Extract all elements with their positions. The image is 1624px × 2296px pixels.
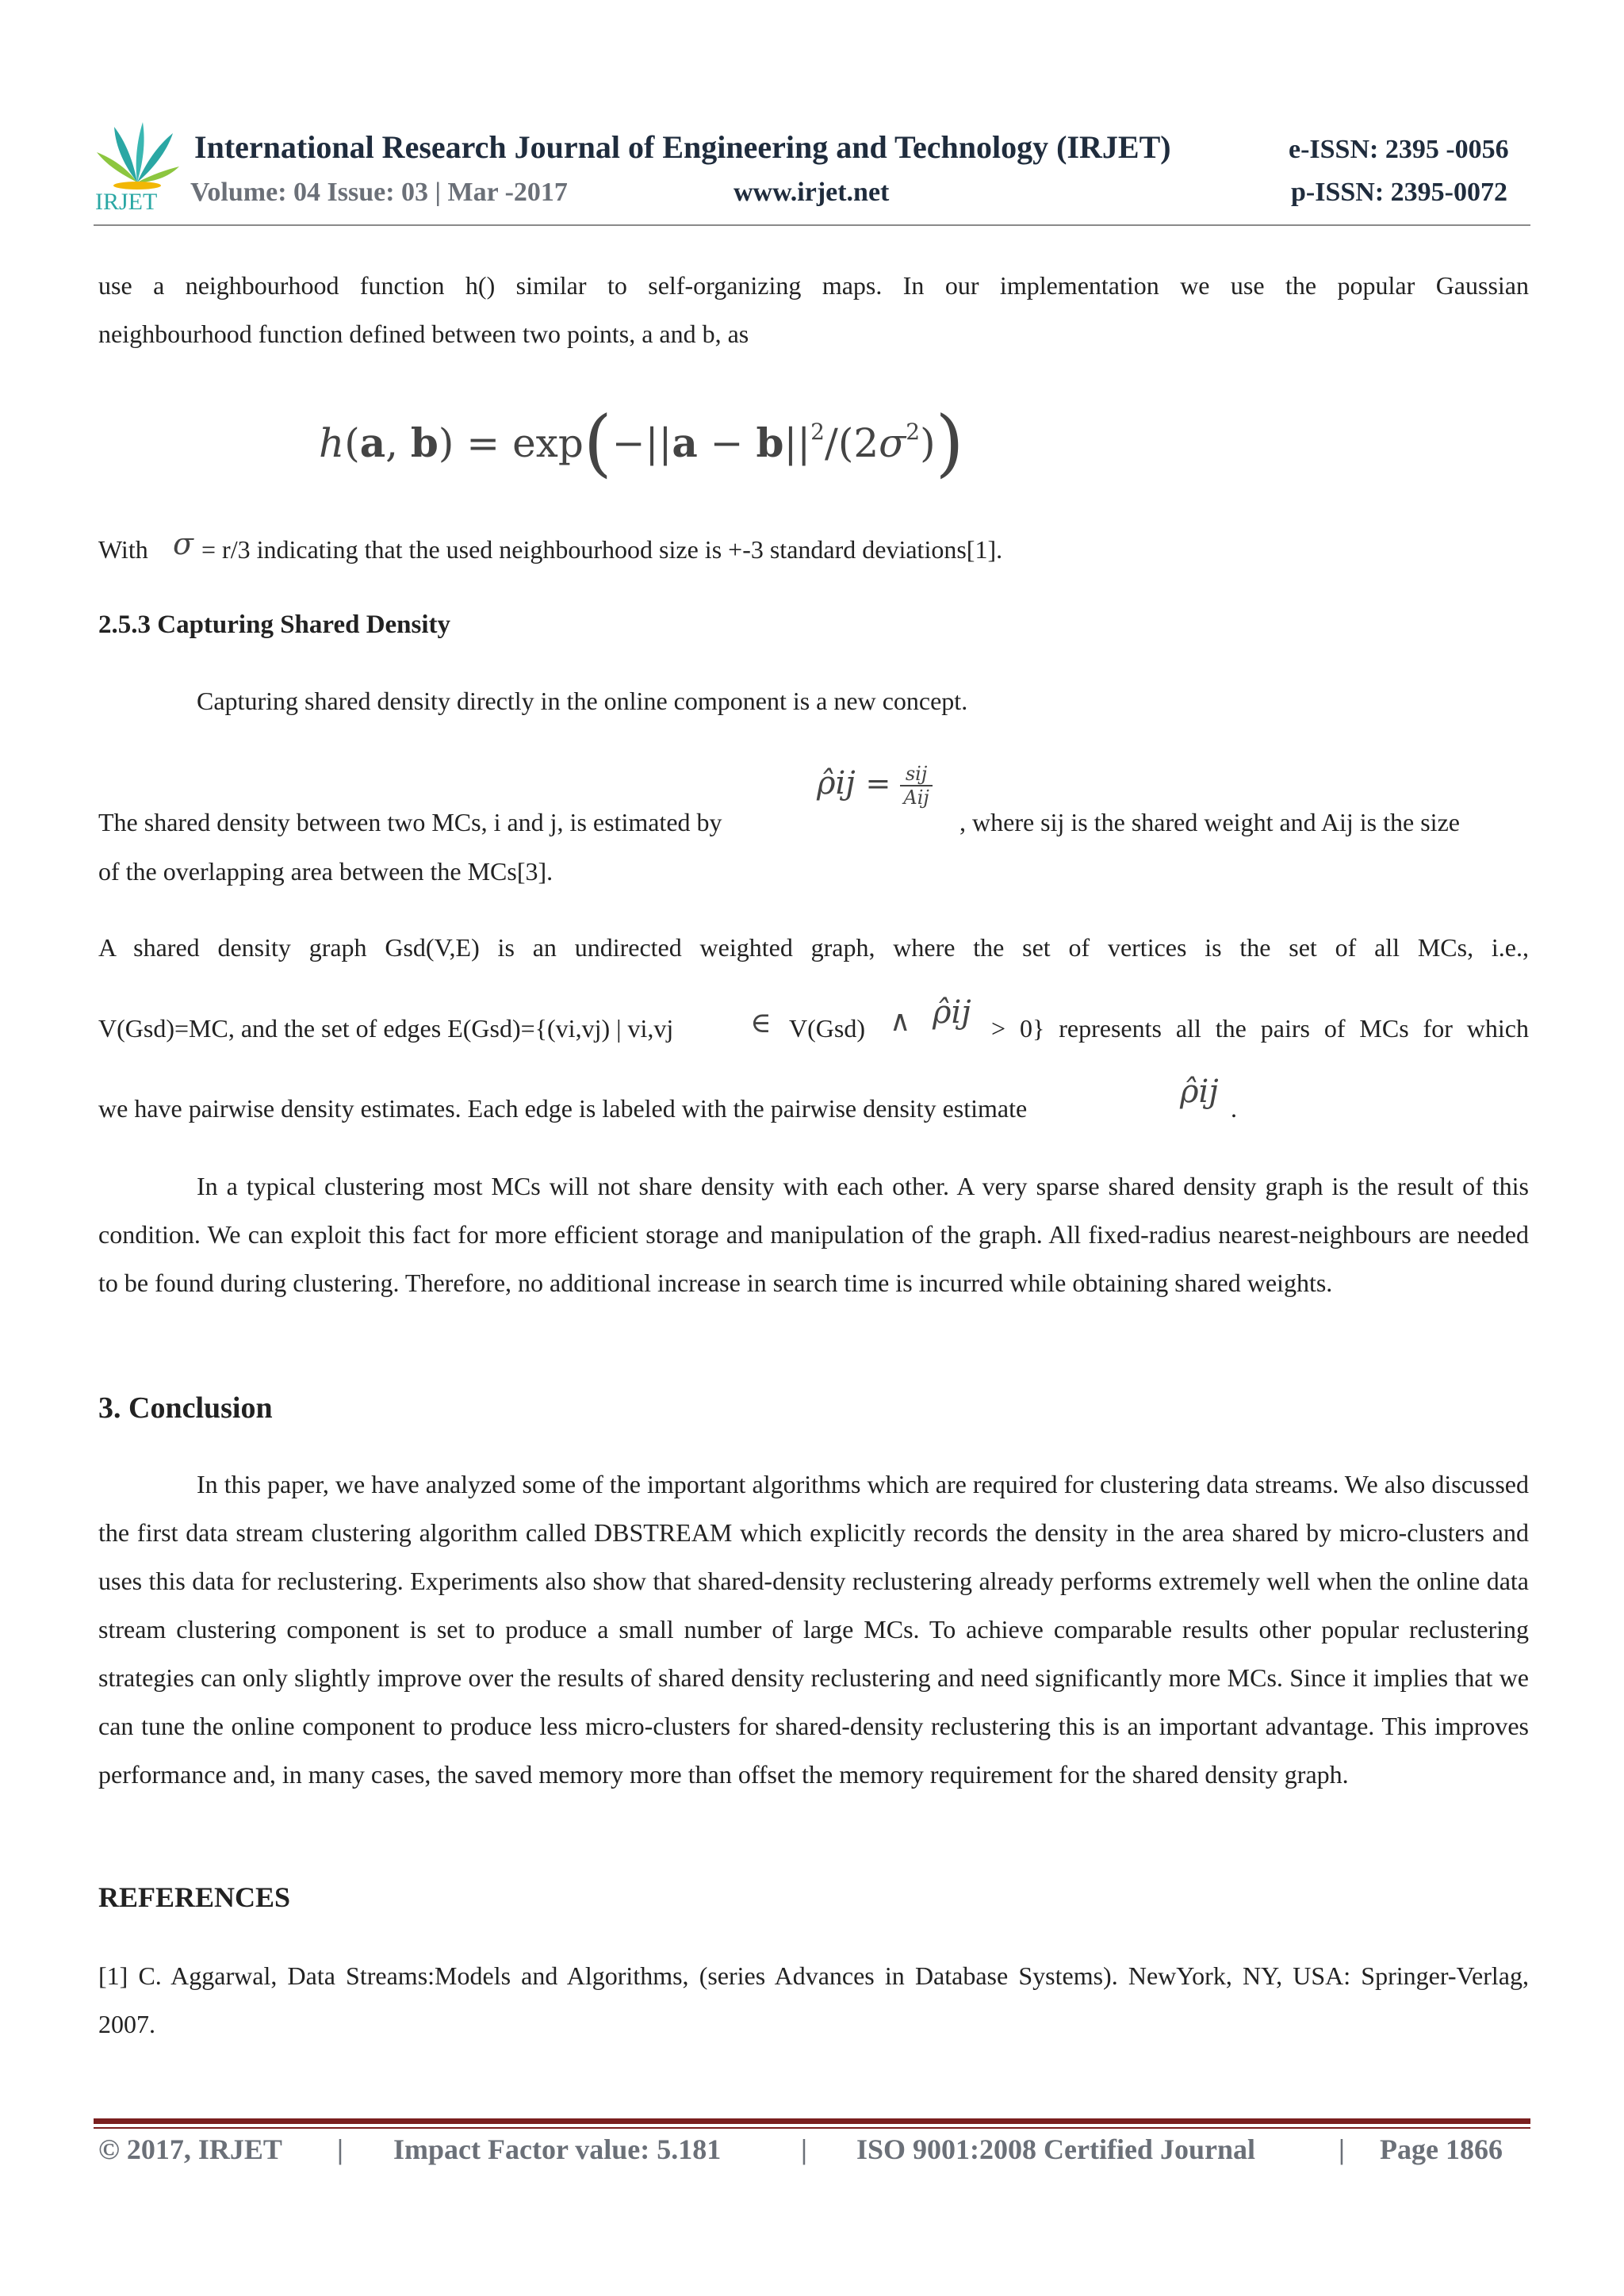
gaussian-equation: h(a, $b) = \exp(-||a - b||^2/(2\sigma^2))$ <box>319 400 964 485</box>
with-sentence: = r/3 indicating that the used neighbourhood size is +-3 standard deviations[1]. <box>201 535 1003 564</box>
footer-separator: | <box>337 2133 343 2165</box>
rho-hat-ij: ρ̂ij <box>933 994 971 1031</box>
references-heading: REFERENCES <box>98 1881 291 1913</box>
fraction <box>900 763 932 809</box>
logical-and-symbol: ∧ <box>890 1005 911 1038</box>
journal-title: International Research Journal of Engineering and Technology (IRJET) <box>194 129 1171 165</box>
journal-website-link[interactable]: www.irjet.net <box>733 178 890 207</box>
footer-divider-thin <box>94 2127 1530 2129</box>
section-heading-2-5-3: 2.5.3 Capturing Shared Density <box>98 610 451 639</box>
with-label: With <box>98 535 148 564</box>
footer-separator: | <box>1339 2133 1345 2165</box>
conclusion-paragraph: In this paper, we have analyzed some of the important algorithms which are required for clustering data streams. We also discussed the first data stream clustering algorithm called DBSTREAM which explicitly records the density in the area shared by micro-clusters and uses this data for reclustering. Experiments also show that shared-density reclustering already performs extremely well when the online data stream clustering component is set to produce a small number of large MCs. To achieve comparable results other popular reclustering strategies can only slightly improve over the results of shared density reclustering and need significantly more MCs. Since it implies that we can tune the online component to produce less micro-clusters for shared-density reclustering this is an important advantage. This improves performance and, in many cases, the saved memory more than offset the memory requirement for the shared density graph. <box>98 1470 1529 1789</box>
e-issn: e-ISSN: 2395 -0056 <box>1289 135 1509 164</box>
paragraph-line: use a neighbourhood function h() similar to self-organizing maps. In our implementation we use the popular Gaussian <box>98 271 1529 300</box>
paragraph-line: A shared density graph Gsd(V,E) is an undirected weighted graph, where the set of vertices is the set of all MCs, i.e., <box>98 933 1529 962</box>
irjet-logo-icon <box>94 117 181 212</box>
rho-hat-ij: ρ̂ij <box>1180 1073 1219 1110</box>
logo-text: IRJET <box>95 189 158 212</box>
paragraph-line: V(Gsd)=MC, and the set of edges E(Gsd)={(vi,vj) | vi,vj <box>98 1014 674 1043</box>
section-heading-conclusion: 3. Conclusion <box>98 1391 273 1425</box>
element-of-symbol: ∈ <box>750 1007 772 1039</box>
footer-impact-factor: Impact Factor value: 5.181 <box>393 2133 722 2165</box>
paragraph-line: of the overlapping area between the MCs[3]. <box>98 857 553 886</box>
paragraph-line: , where sij is the shared weight and Aij is the size <box>959 808 1460 836</box>
footer-page-number: Page 1866 <box>1380 2133 1503 2165</box>
typical-clustering-paragraph: In a typical clustering most MCs will not share density with each other. A very sparse shared density graph is the result of this condition. We can exploit this fact for more efficient storage and manipulation of the graph. All fixed-radius nearest-neighbours are needed to be found during clustering. Therefore, no additional increase in search time is incurred while obtaining shared weights. <box>98 1172 1529 1297</box>
fraction-numerator: sij <box>900 763 932 786</box>
paragraph-line: neighbourhood function defined between two points, a and b, as <box>98 320 749 348</box>
reference-item: [1] C. Aggarwal, Data Streams:Models and Algorithms, (series Advances in Database Systems). NewYork, NY, USA: Springer-Verlag, 2007. <box>98 1961 1529 2038</box>
period: . <box>1231 1094 1237 1123</box>
paragraph-line: > 0} represents all the pairs of MCs for which <box>991 1014 1529 1043</box>
footer-copyright: © 2017, IRJET <box>98 2133 282 2165</box>
header-divider <box>94 224 1530 226</box>
p-issn: p-ISSN: 2395-0072 <box>1291 178 1507 207</box>
fraction-denominator: Aij <box>903 786 929 809</box>
footer-separator: | <box>801 2133 807 2165</box>
volume-issue: Volume: 04 Issue: 03 | Mar -2017 <box>190 178 568 207</box>
paragraph-line: The shared density between two MCs, i and j, is estimated by <box>98 808 722 836</box>
paragraph-line: Capturing shared density directly in the online component is a new concept. <box>197 687 968 715</box>
paragraph-line: V(Gsd) <box>789 1014 865 1043</box>
shared-density-formula: ρ̂ij = $\frac{\text{sij}}{\text{Aij}}$ <box>817 763 933 809</box>
sigma-symbol: σ <box>173 526 193 561</box>
footer-iso: ISO 9001:2008 Certified Journal <box>856 2133 1255 2165</box>
paragraph-line: we have pairwise density estimates. Each edge is labeled with the pairwise density estimate <box>98 1094 1028 1123</box>
rho-hat-ij: ρ̂ij <box>817 765 856 802</box>
footer-divider <box>94 2118 1530 2124</box>
